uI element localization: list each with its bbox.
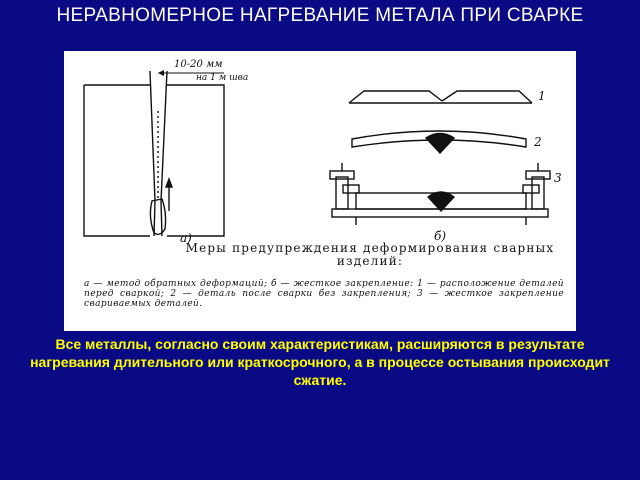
dimension-label: 10-20 мм: [174, 59, 223, 70]
parts-before-welding-drawing: [349, 91, 532, 103]
reverse-deformation-drawing: [84, 70, 224, 236]
part-a-label: а): [180, 231, 192, 245]
figure-legend: а — метод обратных деформаций; б — жесткое закрепление: 1 — расположение деталей перед сваркой; 2 — деталь после сварки без закрепления; 3 — жесткое закрепление свариваемых деталей.: [84, 279, 564, 309]
item-3-label: 3: [554, 171, 562, 185]
item-1-label: 1: [538, 89, 546, 103]
welding-deformation-figure: [64, 51, 576, 331]
dimension-sub-label: на 1 м шва: [196, 73, 249, 83]
item-2-label: 2: [534, 135, 542, 149]
figure-caption-heading: Меры предупреждения деформирования сварных изделий:: [185, 241, 555, 268]
slide-title: НЕРАВНОМЕРНОЕ НАГРЕВАНИЕ МЕТАЛА ПРИ СВАРКЕ: [56, 5, 584, 26]
slide-caption: Все металлы, согласно своим характеристикам, расширяются в результате нагревания длительного или краткосрочного, а в процессе остывания происходит сжатие.: [30, 336, 610, 388]
part-b-label: б): [434, 229, 447, 243]
rigid-fixing-drawing: [330, 163, 550, 225]
part-after-welding-drawing: [352, 131, 526, 153]
